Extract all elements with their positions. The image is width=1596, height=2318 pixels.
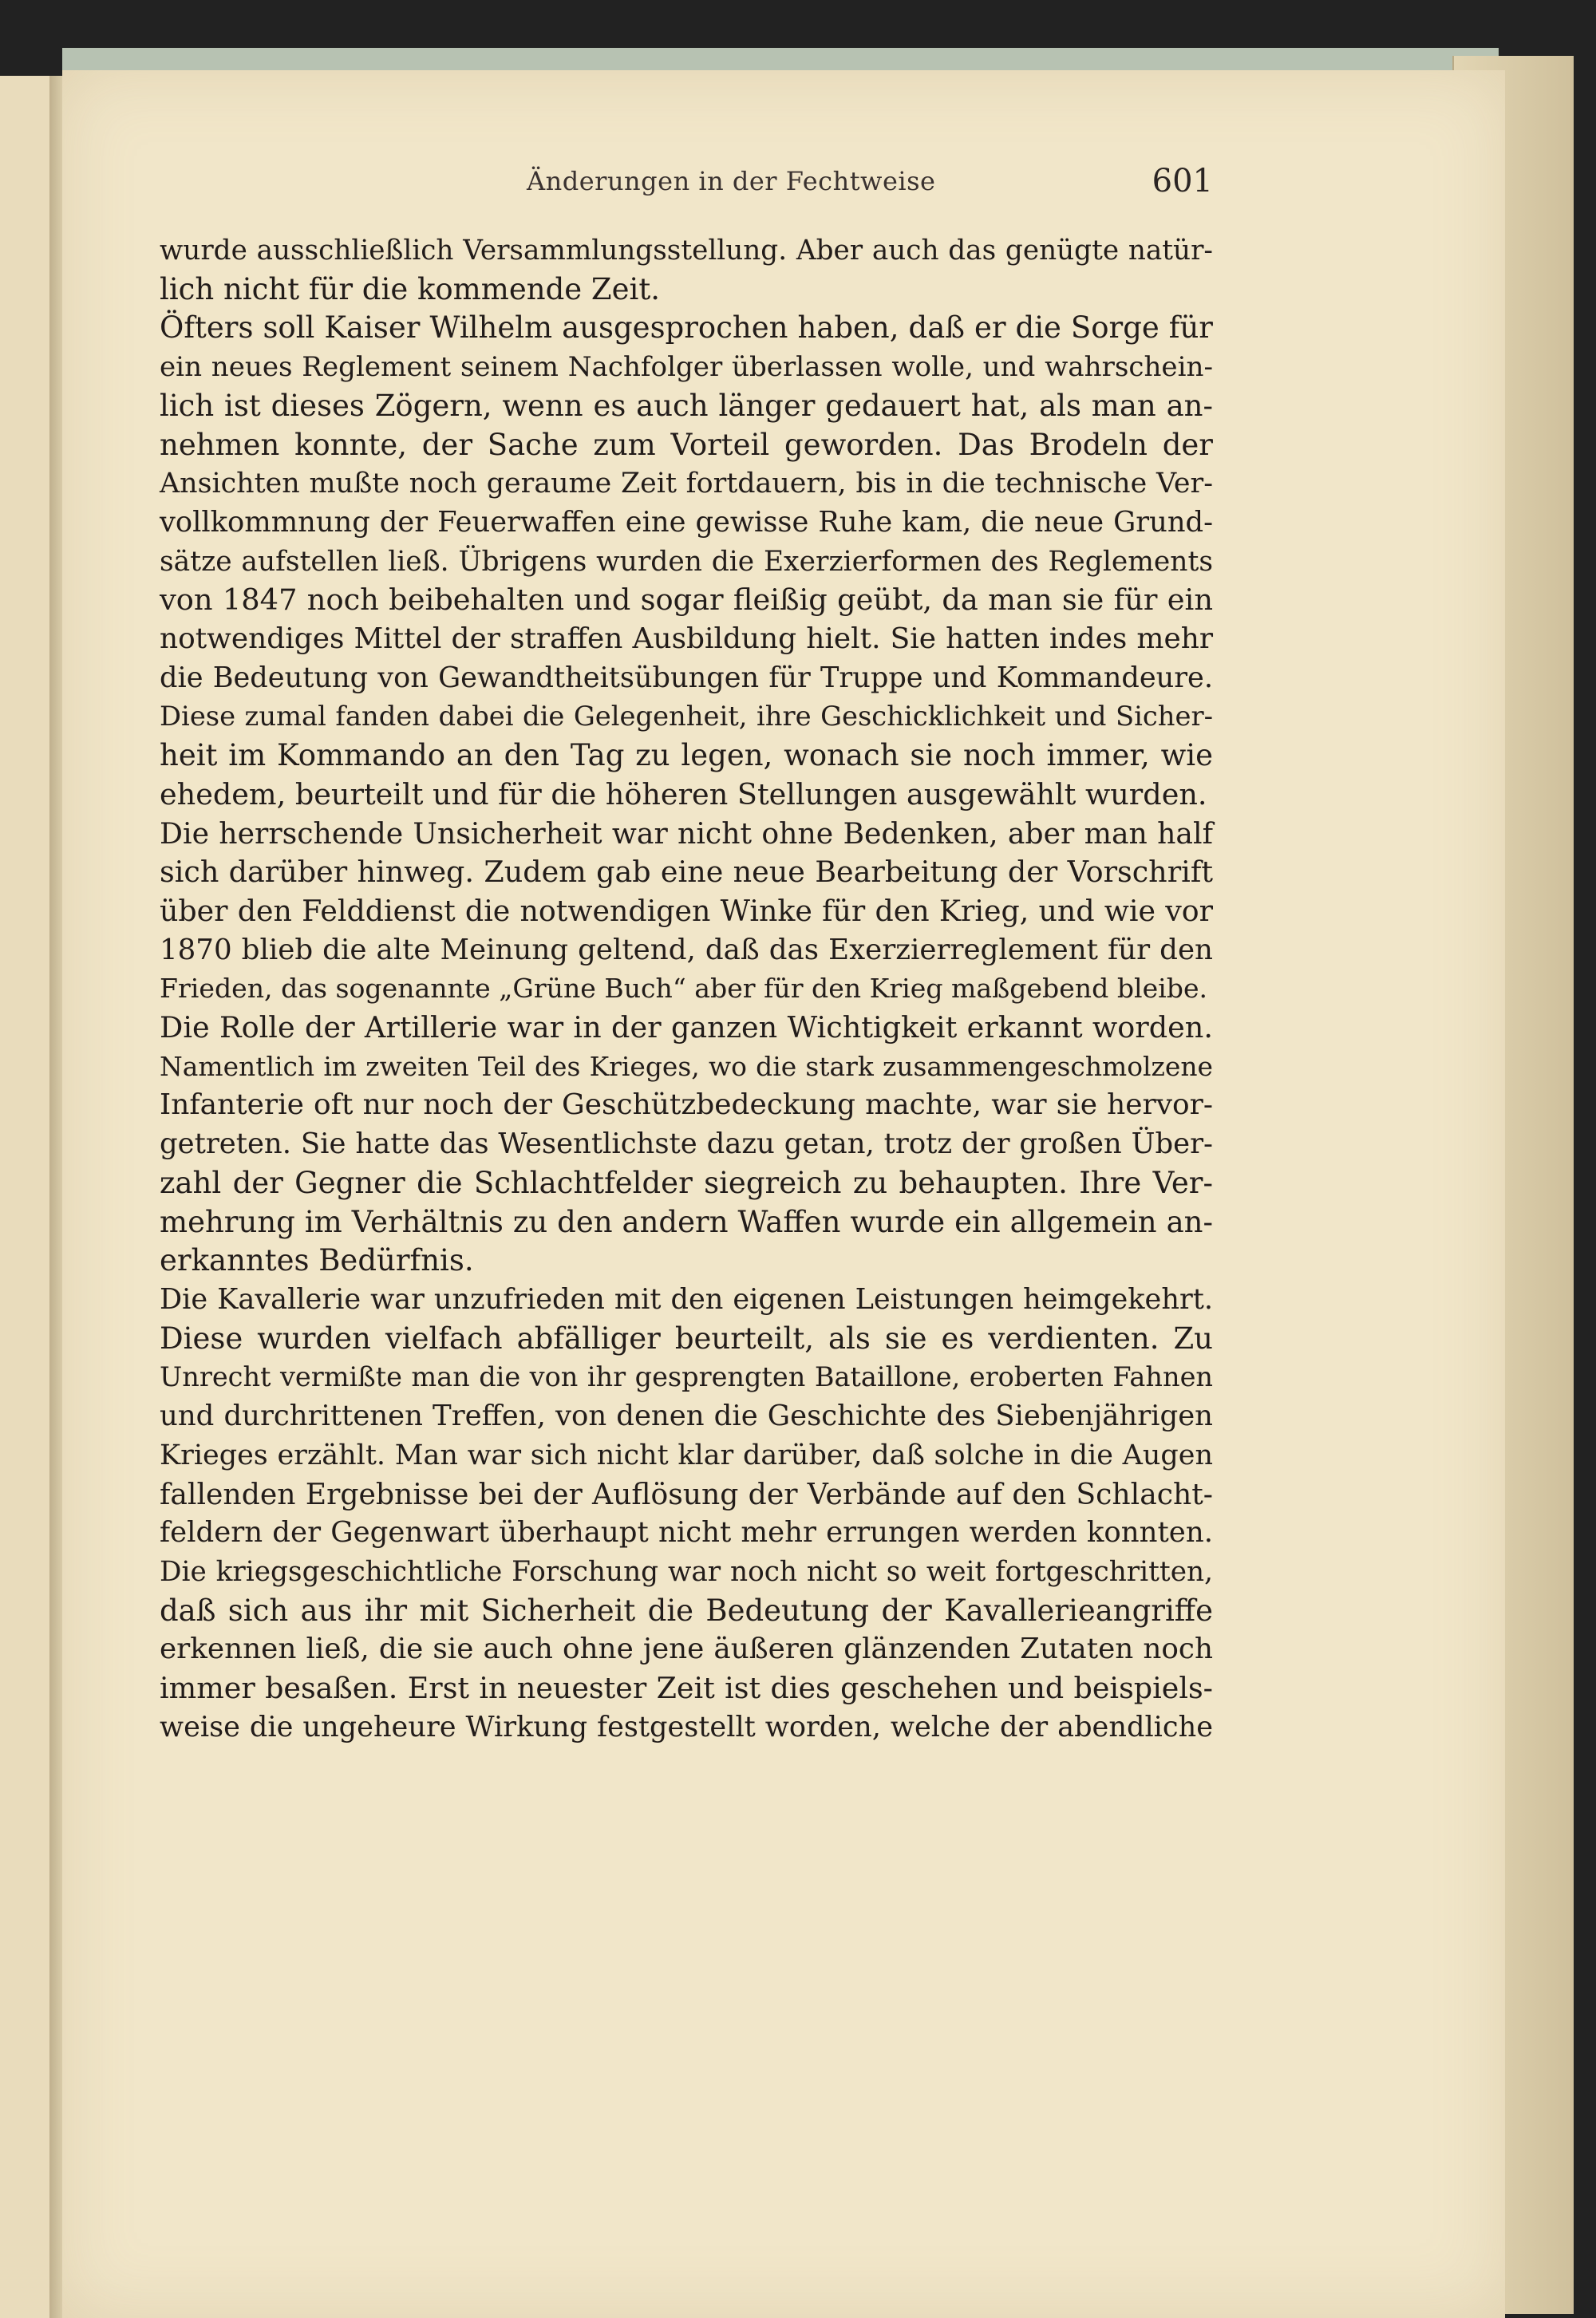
text-line: Diese wurden vielfach abfälliger beurteilt, als sie es verdienten. Zu [160,1321,1213,1356]
page-number: 601 [1152,163,1213,199]
text-line: Krieges erzählt. Man war sich nicht klar darüber, daß solche in die Augen [160,1439,1213,1471]
text-line: sich darüber hinweg. Zudem gab eine neue Bearbeitung der Vorschrift [160,855,1213,890]
text-line: über den Felddienst die notwendigen Winke für den Krieg, und wie vor [160,893,1213,928]
text-line: fallenden Ergebnisse bei der Auflösung der Verbände auf den Schlacht- [160,1476,1213,1511]
text-line: Öfters soll Kaiser Wilhelm ausgesprochen haben, daß er die Sorge für [160,310,1213,346]
running-title: Änderungen in der Fechtweise [527,166,936,196]
text-line: Frieden, das sogenannte „Grüne Buch“ aber für den Krieg maßgebend bleibe. [160,973,1208,1005]
text-line: sätze aufstellen ließ. Übrigens wurden die Exerzierformen des Reglements [160,545,1213,578]
text-line: mehrung im Verhältnis zu den andern Waffen wurde ein allgemein an- [160,1204,1213,1239]
text-line: Ansichten mußte noch geraume Zeit fortdauern, bis in die technische Ver- [160,468,1213,500]
text-line: vollkommnung der Feuerwaffen eine gewisse Ruhe kam, die neue Grund- [160,505,1213,539]
text-line: ein neues Reglement seinem Nachfolger überlassen wolle, und wahrschein- [160,351,1213,384]
text-line: Unrecht vermißte man die von ihr gesprengten Bataillone, eroberten Fahnen [160,1361,1213,1393]
text-line: heit im Kommando an den Tag zu legen, wonach sie noch immer, wie [160,738,1213,773]
book-gutter [49,76,62,2318]
text-line: Die herrschende Unsicherheit war nicht ohne Bedenken, aber man half [160,815,1213,851]
text-line: weise die ungeheure Wirkung festgestellt worden, welche der abendliche [160,1710,1213,1743]
text-line: Namentlich im zweiten Teil des Krieges, wo die stark zusammengeschmolzene [160,1050,1213,1082]
text-line: daß sich aus ihr mit Sicherheit die Bedeutung der Kavallerieangriffe [160,1593,1213,1628]
text-line: wurde ausschließlich Versammlungsstellung. Aber auch das genügte natür- [160,235,1213,267]
text-line: nehmen konnte, der Sache zum Vorteil geworden. Das Brodeln der [160,427,1213,462]
text-line: lich ist dieses Zögern, wenn es auch länger gedauert hat, als man an- [160,388,1213,423]
text-line: und durchrittenen Treffen, von denen die Geschichte des Siebenjährigen [160,1400,1213,1433]
text-line: Die Kavallerie war unzufrieden mit den eigenen Leistungen heimgekehrt. [160,1282,1213,1316]
text-line: Die Rolle der Artillerie war in der ganzen Wichtigkeit erkannt worden. [160,1010,1213,1045]
text-line: Die kriegsgeschichtliche Forschung war noch nicht so weit fortgeschritten, [160,1555,1213,1588]
text-line: zahl der Gegner die Schlachtfelder siegreich zu behaupten. Ihre Ver- [160,1165,1213,1200]
text-line: ehedem, beurteilt und für die höheren Stellungen ausgewählt wurden. [160,776,1207,811]
text-line: getreten. Sie hatte das Wesentlichste dazu getan, trotz der großen Über- [160,1127,1213,1161]
page-header [160,163,1213,214]
text-line: Diese zumal fanden dabei die Gelegenheit, ihre Geschicklichkeit und Sicher- [160,701,1213,733]
text-line: erkanntes Bedürfnis. [160,1243,474,1278]
text-line: immer besaßen. Erst in neuester Zeit ist dies geschehen und beispiels- [160,1671,1213,1706]
text-line: lich nicht für die kommende Zeit. [160,271,660,306]
body-text [160,231,1213,1747]
text-line: erkennen ließ, die sie auch ohne jene äußeren glänzenden Zutaten noch [160,1633,1213,1666]
text-line: 1870 blieb die alte Meinung geltend, daß das Exerzierreglement für den [160,933,1213,966]
text-line: die Bedeutung von Gewandtheitsübungen für Truppe und Kommandeure. [160,661,1213,694]
text-line: von 1847 noch beibehalten und sogar fleißig geübt, da man sie für ein [160,582,1213,618]
text-line: Infanterie oft nur noch der Geschützbedeckung machte, war sie hervor- [160,1088,1213,1122]
text-line: notwendiges Mittel der straffen Ausbildung hielt. Sie hatten indes mehr [160,622,1213,656]
text-line: feldern der Gegenwart überhaupt nicht mehr errungen werden konnten. [160,1516,1213,1550]
